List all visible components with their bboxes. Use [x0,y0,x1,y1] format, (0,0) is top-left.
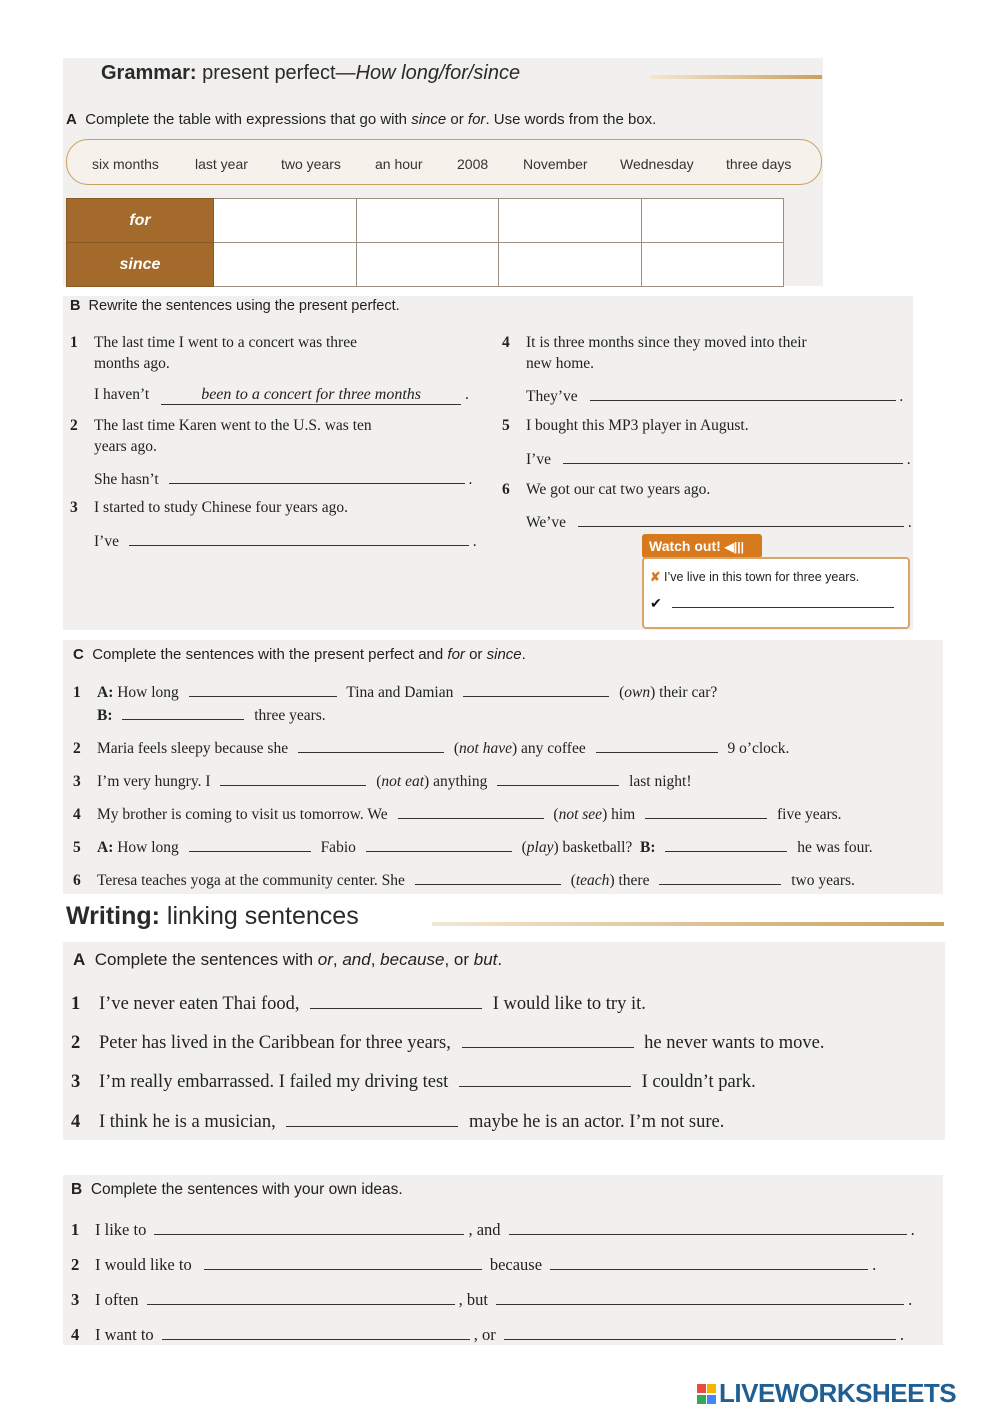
c-item-2: 2 Maria feels sleepy because she (not have) any coffee 9 o’clock. [73,740,790,757]
writing-title-rest: linking sentences [166,902,359,930]
item-number: 5 [502,417,510,434]
item-text: I started to study Chinese four years ago. [94,499,348,516]
item-number: 1 [73,684,81,701]
item-text: five years. [776,806,842,823]
grammar-c-letter: C [73,646,84,663]
for-since-table [66,198,784,287]
writing-a-item-1 [71,994,646,1015]
watch-out-wrong [650,569,859,584]
writing-b-item-4: 4 I want to , or . [71,1325,905,1344]
item-text: Peter has lived in the Caribbean for three years, [99,1033,451,1053]
answer-line[interactable] [154,1220,464,1235]
c-item-4: 4 My brother is coming to visit us tomorrow. We (not see) him five years. [73,806,842,823]
item-number: 6 [502,481,510,498]
writing-b-item-3: 3 I often , but . [71,1290,913,1309]
b-item-4-line2: new home. [526,355,595,372]
item-text: he never wants to move. [644,1033,825,1053]
grammar-b-letter: B [70,298,81,314]
item-connector: because [489,1255,543,1274]
item-text: anything [433,773,488,790]
answer-line[interactable] [596,738,718,753]
writing-a-letter: A [73,950,86,969]
item-start: They’ve [526,388,578,405]
speaker-icon: ◀||| [724,540,745,554]
speaker-a: A: [97,839,114,856]
b-item-6-answer-row: We’ve . [526,514,912,531]
item-text: I would like to try it. [492,994,646,1014]
item-text: him [611,806,636,823]
item-number: 3 [70,499,78,516]
table-header-for: for [67,199,214,243]
answer-line[interactable] [398,804,544,819]
c-item-5: 5 A: How long Fabio (play) basketball? B: he was four. [73,839,873,856]
verb-prompt: own [624,684,651,701]
verb-prompt: not see [558,806,603,823]
answer-line[interactable] [659,870,781,885]
grammar-title-bold: Grammar: [101,62,197,84]
item-number: 1 [71,994,81,1014]
grammar-b-instruction-text: Rewrite the sentences using the present perfect. [88,298,400,314]
example-answer: been to a concert for three months [201,386,422,403]
check-mark-icon: ✔ [650,595,662,611]
grammar-a-instr-1: Complete the table with expressions that go with [85,111,412,128]
b-item-2-line2: years ago. [94,438,157,455]
item-text: 9 o’clock. [727,740,790,757]
writing-a-instr-1: Complete the sentences with [94,950,318,969]
item-text: I think he is a musician, [99,1112,276,1132]
word-because: because [380,950,445,969]
watch-out-wrong-text: I’ve live in this town for three years. [663,570,860,584]
grammar-a-instr-for: for [467,111,486,128]
answer-line[interactable] [220,771,366,786]
item-text: I often [95,1290,139,1309]
separator: , [332,950,343,969]
table-cell[interactable] [641,243,784,287]
grammar-c-instr-3: . [521,646,526,663]
item-connector: , and [468,1220,501,1239]
answer-line[interactable] [590,386,896,401]
verb-prompt: play [526,839,554,856]
answer-line[interactable] [550,1255,868,1270]
speaker-a: A: [97,684,114,701]
word-box-item: two years [281,156,341,172]
writing-b-instruction-text: Complete the sentences with your own ideas. [90,1181,403,1198]
grammar-title-rule [650,75,822,79]
item-text: he was four. [797,839,873,856]
grammar-title-italic: How long/for/since [355,62,521,84]
answer-line[interactable] [147,1290,455,1305]
table-cell[interactable] [641,199,784,243]
item-text: Teresa teaches yoga at the community center. She [97,872,405,889]
item-text: I’m very hungry. I [97,773,211,790]
grammar-c-instr-2: or [464,646,487,663]
speaker-b: B: [97,707,113,724]
grammar-title-rest: present perfect— [202,62,356,84]
c-item-1: 1 A: How long Tina and Damian (own) their car? [73,684,718,701]
b-item-2 [70,417,372,435]
item-connector: , but [458,1290,488,1309]
item-text: I’m really embarrassed. I failed my driving test [99,1072,449,1092]
liveworksheets-logo [697,1378,956,1408]
grammar-a-instruction [66,111,656,128]
answer-line[interactable] [189,682,337,697]
table-cell[interactable] [356,243,499,287]
answer-line[interactable] [504,1325,896,1340]
grammar-a-instr-2: or [446,111,468,128]
grammar-c-instr-for: for [447,646,465,663]
watch-out-right [650,593,894,612]
grammar-c-instruction [73,646,526,663]
item-start: I’ve [94,533,119,550]
item-text: three years. [254,707,326,724]
item-number: 3 [71,1072,81,1092]
b-item-4-answer-row: They’ve . [526,388,904,405]
watch-out-label [642,534,762,558]
grammar-a-instr-3: . Use words from the box. [485,111,657,128]
item-number: 6 [73,872,81,889]
watch-out-box [642,557,910,629]
verb-prompt: not have [459,740,512,757]
item-number: 3 [71,1290,80,1309]
separator: , or [444,950,474,969]
table-cell[interactable] [499,243,642,287]
answer-line[interactable] [578,512,904,527]
word-box [66,139,822,185]
period: . [497,950,503,969]
item-text: Maria feels sleepy because she [97,740,289,757]
wrong-mark-icon: ✘ [650,570,661,584]
item-text: We got our cat two years ago. [526,481,711,498]
item-number: 4 [73,806,81,823]
item-start: She hasn’t [94,471,159,488]
item-text: their car? [659,684,718,701]
grammar-a-letter: A [66,111,77,128]
logo-icon [697,1383,717,1405]
item-text: I want to [95,1325,154,1344]
word-box-item: Wednesday [620,156,694,172]
item-text: last night! [629,773,692,790]
writing-a-item-4 [71,1112,724,1133]
b-item-6 [502,481,710,499]
b-item-3-answer-row: I’ve . [94,533,477,550]
grammar-c-instr-since: since [486,646,522,663]
item-text: The last time I went to a concert was three [94,334,357,351]
b-item-1 [70,334,357,352]
table-cell[interactable] [214,199,357,243]
item-text: How long [117,684,179,701]
item-text: basketball? [562,839,633,856]
b-item-3 [70,499,348,517]
speaker-b: B: [640,839,656,856]
grammar-b-instruction [70,298,400,314]
item-text: two years. [791,872,855,889]
writing-title [66,902,359,931]
answer-line[interactable] [122,705,244,720]
writing-b-letter: B [71,1181,83,1198]
answer-line[interactable] [310,994,482,1009]
item-number: 1 [71,1220,80,1239]
writing-a-item-3 [71,1072,756,1093]
item-number: 4 [71,1112,81,1132]
table-cell[interactable] [356,199,499,243]
answer-line[interactable] [462,1033,634,1048]
item-text: How long [117,839,179,856]
item-text: The last time Karen went to the U.S. was ten [94,417,372,434]
word-box-item: 2008 [457,156,489,172]
answer-line[interactable] [459,1072,631,1087]
item-number: 3 [73,773,81,790]
answer-line[interactable] [509,1220,907,1235]
verb-prompt: not eat [381,773,425,790]
answer-line[interactable] [189,837,311,852]
item-text: Fabio [320,839,356,856]
answer-line[interactable] [665,837,787,852]
writing-b-instruction [71,1181,403,1199]
b-item-2-answer-row: She hasn’t . [94,471,473,488]
word-box-item: three days [726,156,792,172]
word-box-item: an hour [375,156,423,172]
item-text: Tina and Damian [346,684,454,701]
item-text: I couldn’t park. [641,1072,756,1092]
word-box-item: six months [92,156,159,172]
answer-line[interactable] [129,531,469,546]
writing-a-item-2 [71,1033,824,1054]
word-and: and [342,950,371,969]
item-number: 2 [71,1255,80,1274]
writing-title-bold: Writing: [66,902,160,930]
c-item-6: 6 Teresa teaches yoga at the community center. She (teach) there two years. [73,872,855,889]
writing-b-item-1: 1 I like to , and . [71,1220,915,1239]
item-start: We’ve [526,514,567,531]
item-number: 2 [73,740,81,757]
table-cell[interactable] [499,199,642,243]
word-box-item: November [523,156,588,172]
b-item-1-answer-row: I haven’t been to a concert for three months . [94,386,469,403]
answer-line[interactable] [463,682,609,697]
word-or: or [317,950,333,969]
verb-prompt: teach [575,872,610,889]
answer-line[interactable] [169,469,465,484]
b-item-5 [502,417,749,435]
item-number: 2 [71,1033,81,1053]
b-item-4 [502,334,807,352]
answer-line[interactable] [645,804,767,819]
item-number: 5 [73,839,81,856]
b-item-1-line2: months ago. [94,355,170,372]
grammar-a-instr-since: since [411,111,447,128]
item-text: My brother is coming to visit us tomorrow. We [97,806,388,823]
answer-line[interactable] [286,1112,458,1127]
separator: , [370,950,381,969]
grammar-c-instr-1: Complete the sentences with the present perfect and [92,646,448,663]
item-text: I’ve never eaten Thai food, [99,994,300,1014]
answer-line[interactable] [162,1325,470,1340]
item-start: I haven’t [94,386,150,403]
answer-line[interactable] [563,449,903,464]
item-number: 4 [71,1325,80,1344]
grammar-title [101,62,520,85]
c-item-1-b [97,705,326,725]
answer-line[interactable] [161,386,461,405]
word-box-item: last year [195,156,248,172]
answer-line[interactable] [204,1255,482,1270]
item-number: 1 [70,334,78,351]
word-but: but [473,950,498,969]
answer-line[interactable] [496,1290,904,1305]
item-text: maybe he is an actor. I’m not sure. [469,1112,725,1132]
watch-out-title: Watch out! [649,538,721,554]
item-number: 2 [70,417,78,434]
table-header-since: since [67,243,214,287]
item-number: 4 [502,334,510,351]
writing-a-instruction [73,950,502,970]
item-text: It is three months since they moved into their [526,334,807,351]
answer-line[interactable] [298,738,444,753]
answer-line[interactable] [366,837,512,852]
answer-line[interactable] [672,593,894,608]
answer-line[interactable] [415,870,561,885]
item-start: I’ve [526,451,551,468]
item-text: any coffee [521,740,586,757]
table-cell[interactable] [214,243,357,287]
logo-text: LIVEWORKSHEETS [719,1378,957,1408]
item-text: I like to [95,1220,147,1239]
item-text: I would like to [95,1255,192,1274]
b-item-5-answer-row: I’ve . [526,451,911,468]
writing-title-rule [432,922,944,926]
writing-b-item-2: 2 I would like to because . [71,1255,877,1274]
item-text: I bought this MP3 player in August. [526,417,749,434]
c-item-3: 3 I’m very hungry. I (not eat) anything last night! [73,773,692,790]
item-text: there [618,872,650,889]
answer-line[interactable] [497,771,619,786]
item-connector: , or [473,1325,496,1344]
